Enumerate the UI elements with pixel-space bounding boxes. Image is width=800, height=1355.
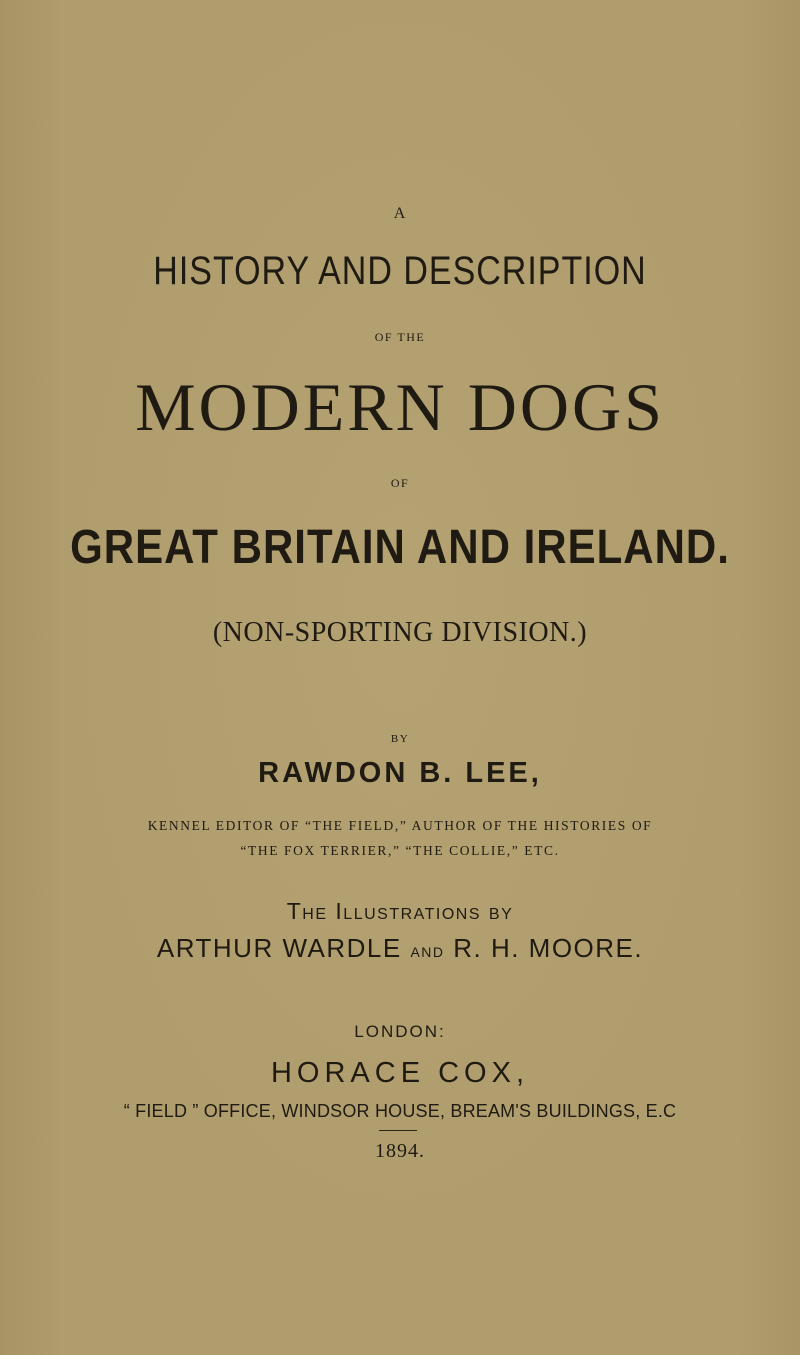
title-article: A <box>393 205 407 222</box>
author-credentials-line2: “THE FOX TERRIER,” “THE COLLIE,” ETC. <box>240 843 560 858</box>
title-of: OF <box>390 476 410 490</box>
illustrators <box>0 933 800 964</box>
publication-year: 1894. <box>375 1140 425 1162</box>
author-name: RAWDON B. LEE, <box>258 757 542 789</box>
divider-rule <box>379 1130 417 1131</box>
title-heading: HISTORY AND DESCRIPTION <box>153 248 647 294</box>
main-title: MODERN DOGS <box>135 369 665 445</box>
illustrator-2: R. H. MOORE. <box>444 933 644 963</box>
by-line: BY <box>390 733 410 745</box>
illustrators-and: and <box>410 940 445 962</box>
illustrations-credit: The Illustrations by <box>286 898 514 924</box>
region-title: GREAT BRITAIN AND IRELAND. <box>70 519 730 574</box>
publication-place: LONDON: <box>354 1022 446 1041</box>
illustrator-1: ARTHUR WARDLE <box>156 933 411 963</box>
author-credentials-line1: KENNEL EDITOR OF “THE FIELD,” AUTHOR OF THE HISTORIES OF <box>147 818 653 833</box>
publisher-name: HORACE COX, <box>270 1057 530 1089</box>
title-of-the: OF THE <box>374 330 426 344</box>
publisher-address: “ FIELD ” OFFICE, WINDSOR HOUSE, BREAM'S BUILDINGS, E.C <box>123 1101 677 1121</box>
division-subtitle: (NON-SPORTING DIVISION.) <box>212 617 588 648</box>
